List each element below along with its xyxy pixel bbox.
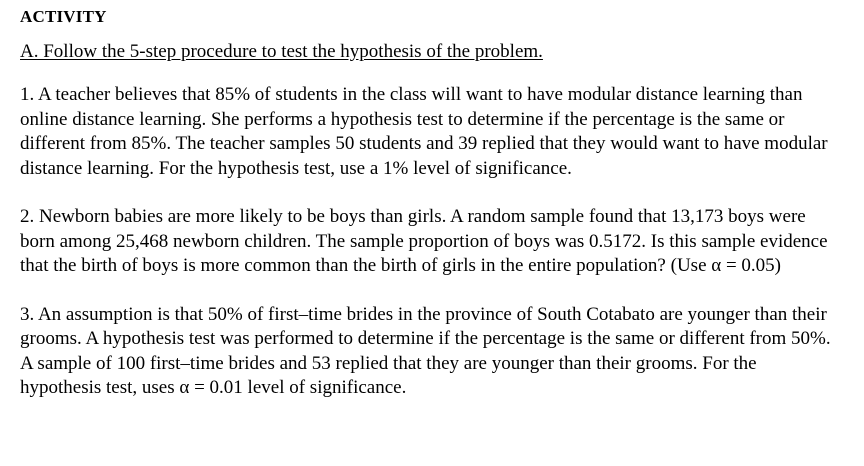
problem-3: 3. An assumption is that 50% of first–time brides in the province of South Cotabato are younger than their grooms. A hypothesis test was performed to determine if the percentage is the same or different from 50%. A sample of 100 first–time brides and 53 replied that they are younger than their grooms. For the hypothesis test, uses α = 0.01 level of significance. bbox=[20, 303, 831, 398]
activity-heading: ACTIVITY bbox=[20, 7, 107, 26]
problem-2: 2. Newborn babies are more likely to be boys than girls. A random sample found that 13,173 boys were born among 25,468 newborn children. The sample proportion of boys was 0.5172. Is this sample evidence that the birth of boys is more common than the birth of girls in the entire population? (Use α = 0.05) bbox=[20, 206, 828, 276]
problem-1: 1. A teacher believes that 85% of students in the class will want to have modular distance learning than online distance learning. She performs a hypothesis test to determine if the percentage is the same or different from 85%. The teacher samples 50 students and 39 replied that they would want to have modular distance learning. For the hypothesis test, use a 1% level of significance. bbox=[20, 84, 828, 179]
activity-document bbox=[20, 6, 850, 401]
instruction-line: A. Follow the 5-step procedure to test the hypothesis of the problem. bbox=[20, 41, 543, 62]
